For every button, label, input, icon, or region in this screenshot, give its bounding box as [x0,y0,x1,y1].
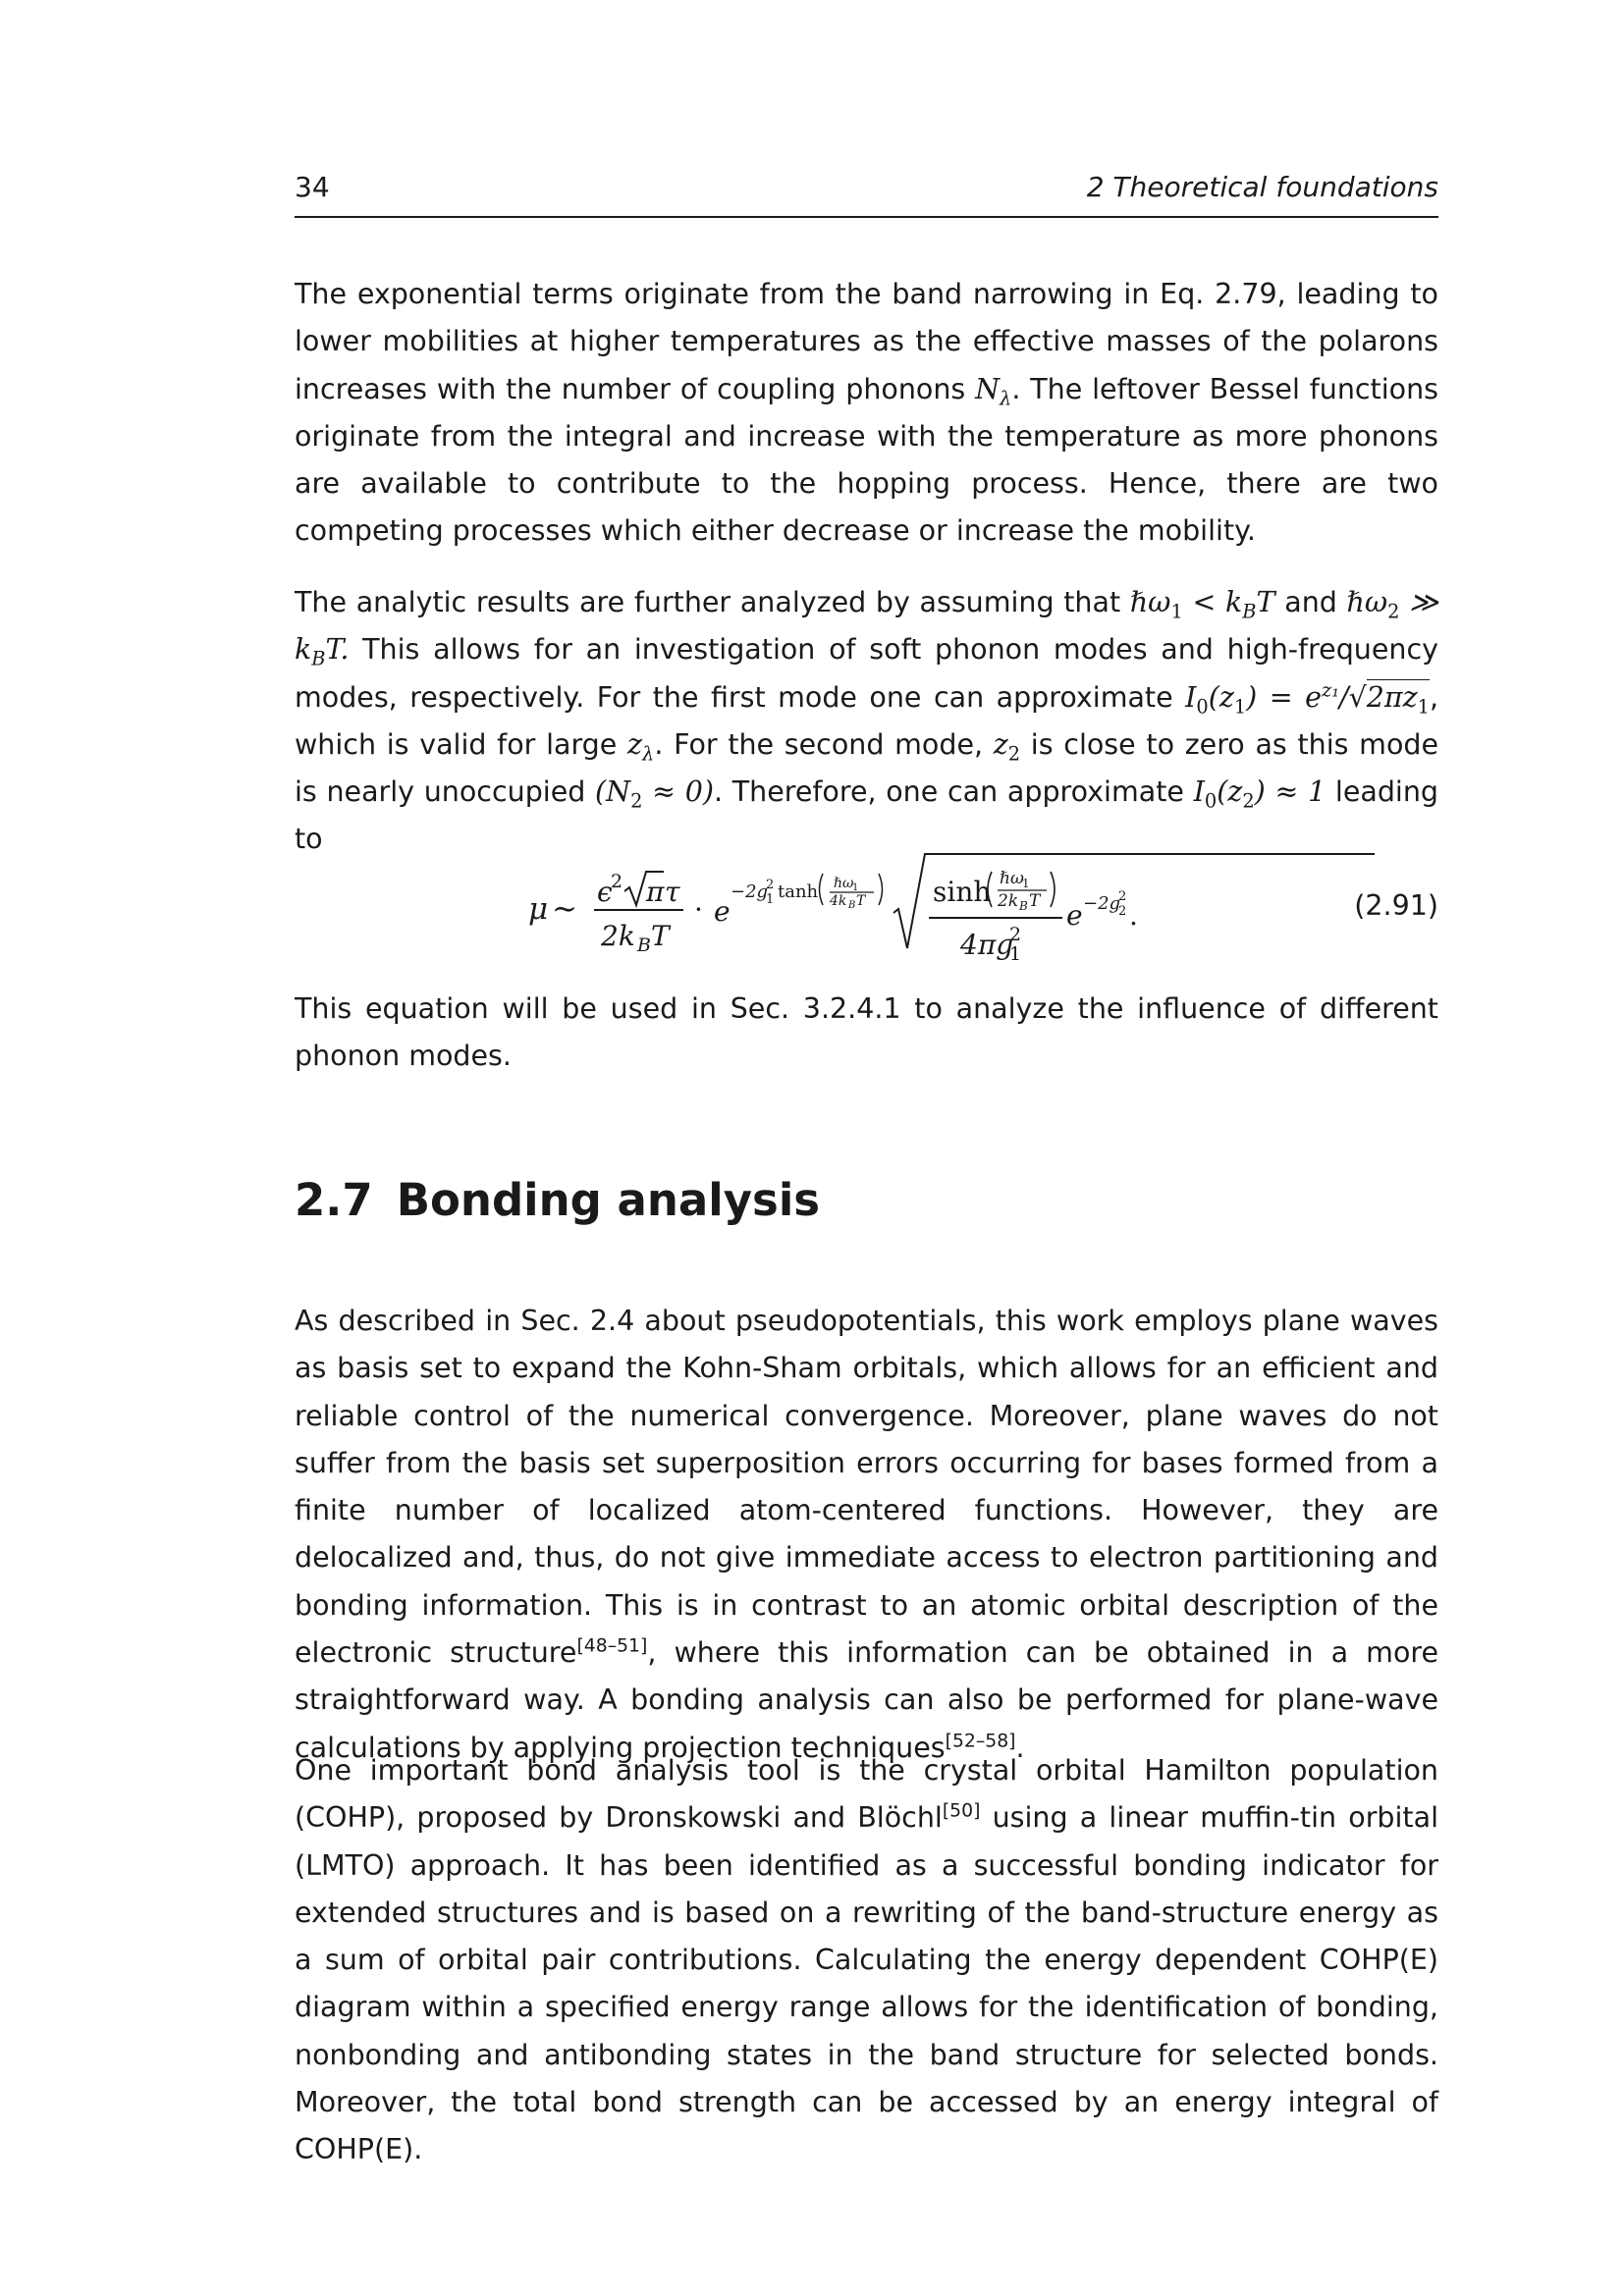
eq-e1: e [714,895,731,928]
eq-exp2: −2g [1083,893,1121,914]
eq-paren-right-2 [1051,872,1055,907]
equation-graphic [295,844,1375,972]
eq-den2-sub: 1 [1009,943,1022,965]
paragraph-plane-waves: As described in Sec. 2.4 about pseudopotentials, this work employs plane waves as basis set to expand the Kohn-Sham orbitals, which allows for an efficient and reliable control of the numerical convergence. Moreover, plane waves do not suffer from the basis set superposition errors occurring for bases formed from a finite number of localized atom-centered functions. However, they are delocalized and, thus, do not give immediate access to electron partitioning and bonding information. This is in contrast to an atomic orbital description of the electronic structure[48–51], where this information can be obtained in a more straightforward way. A bonding analysis can also be performed for plane-wave calculations by applying projection techniques[52–58]. [295,1305,1439,1764]
eq-den1-T: T [651,920,670,952]
eq-den1-sub: B [637,934,651,956]
eq-exp1-tanh: tanh [778,881,819,902]
eq-cdot: · [694,893,703,926]
eq-period: . [1129,899,1138,932]
eq-sinh-frac-den: 2k [998,891,1019,911]
eq-exp1-frac-num-sub: 1 [852,882,859,893]
eq-eps-square: 2 [611,871,623,892]
citation: [48–51] [576,1635,648,1657]
eq-exp1-frac-num: ℏω [834,876,854,891]
eq-e2: e [1066,899,1083,932]
eq-paren-left-1 [820,874,824,905]
section-number: 2.7 [295,1174,373,1226]
eq-pi: π [646,876,665,908]
eq-exp1: −2g [731,881,769,902]
eq-exp1-sub: 1 [766,892,775,907]
eq-sinh: sinh [933,876,992,908]
eq-paren-right-1 [879,874,883,905]
eq-den2-sup: 2 [1009,924,1022,945]
eq-tau: τ [665,876,680,908]
section-title: Bonding analysis [396,1174,821,1226]
paragraph-mobility-discussion: The exponential terms originate from the band narrowing in Eq. 2.79, leading to lower mobilities at higher temperatures as the effective masses of the polarons increases with the number of coupling phonons $N_\lambda$. The leftover Bessel functions originate from the integral and increase with the temperature as more phonons are available to contribute to the hopping process. Hence, there are two competing processes which either decrease or increase the mobility. [295,278,1439,548]
eq-mu: μ [528,891,549,927]
section-heading [295,1174,820,1226]
running-header [295,167,1438,218]
eq-exp1-frac-den-T: T [856,893,866,909]
paragraph-equation-usage: This equation will be used in Sec. 3.2.4.1 to analyze the influence of different phonon modes. [295,992,1438,1073]
eq-sinh-frac-den-sub: B [1019,899,1028,913]
paragraph-analytic-results: The analytic results are further analyzed by assuming that ℏω$_1$ < $k_BT$ and ℏω$_2$ ≫ $k_BT$. This allows for an investigation of soft phonon modes and high-frequency modes, respectively. For the first mode one can approximate $I_0(z_1) = e^{z_1}/√2\pi z_1$, which is valid for large $z_\lambda$. For the second mode, $z_2$ is close to zero as this mode is nearly unoccupied $(N_2 \approx 0)$. Therefore, one can approximate $I_0(z_2) \approx 1$ leading to [295,586,1439,856]
equation-2-91 [295,844,1438,972]
eq-den1: 2k [601,920,635,952]
eq-den2: 4πg [960,929,1014,961]
paragraph-cohp: One important bond analysis tool is the crystal orbital Hamilton population (COHP), proposed by Dronskowski and Blöchl[50] using a linear muffin-tin orbital (LMTO) approach. It has been identified as a successful bonding indicator for extended structures and is based on a rewriting of the band-structure energy as a sum of orbital pair contributions. Calculating the energy dependent COHP(E) diagram within a specified energy range allows for the identification of bonding, nonbonding and antibonding states in the band structure for selected bonds. Moreover, the total bond strength can be accessed by an energy integral of COHP(E). [295,1754,1438,2166]
page-number: 34 [295,171,330,203]
eq-exp1-frac-den: 4k [830,893,847,909]
citation: [50] [942,1800,981,1822]
eq-epsilon: ϵ [597,876,613,908]
citation: [52–58] [945,1731,1016,1752]
chapter-title: 2 Theoretical foundations [1086,171,1438,203]
eq-sinh-frac-den-T: T [1029,891,1041,911]
eq-sinh-frac-num: ℏω [1000,869,1024,888]
eq-exp2-sup: 2 [1118,889,1127,904]
eq-exp1-sup: 2 [766,878,775,892]
equation-number: (2.91) [1354,889,1438,922]
eq-exp2-sub: 2 [1118,904,1127,919]
eq-sim: ∼ [552,891,577,927]
eq-sinh-frac-num-sub: 1 [1022,877,1030,890]
eq-exp1-frac-den-sub: B [848,900,856,911]
